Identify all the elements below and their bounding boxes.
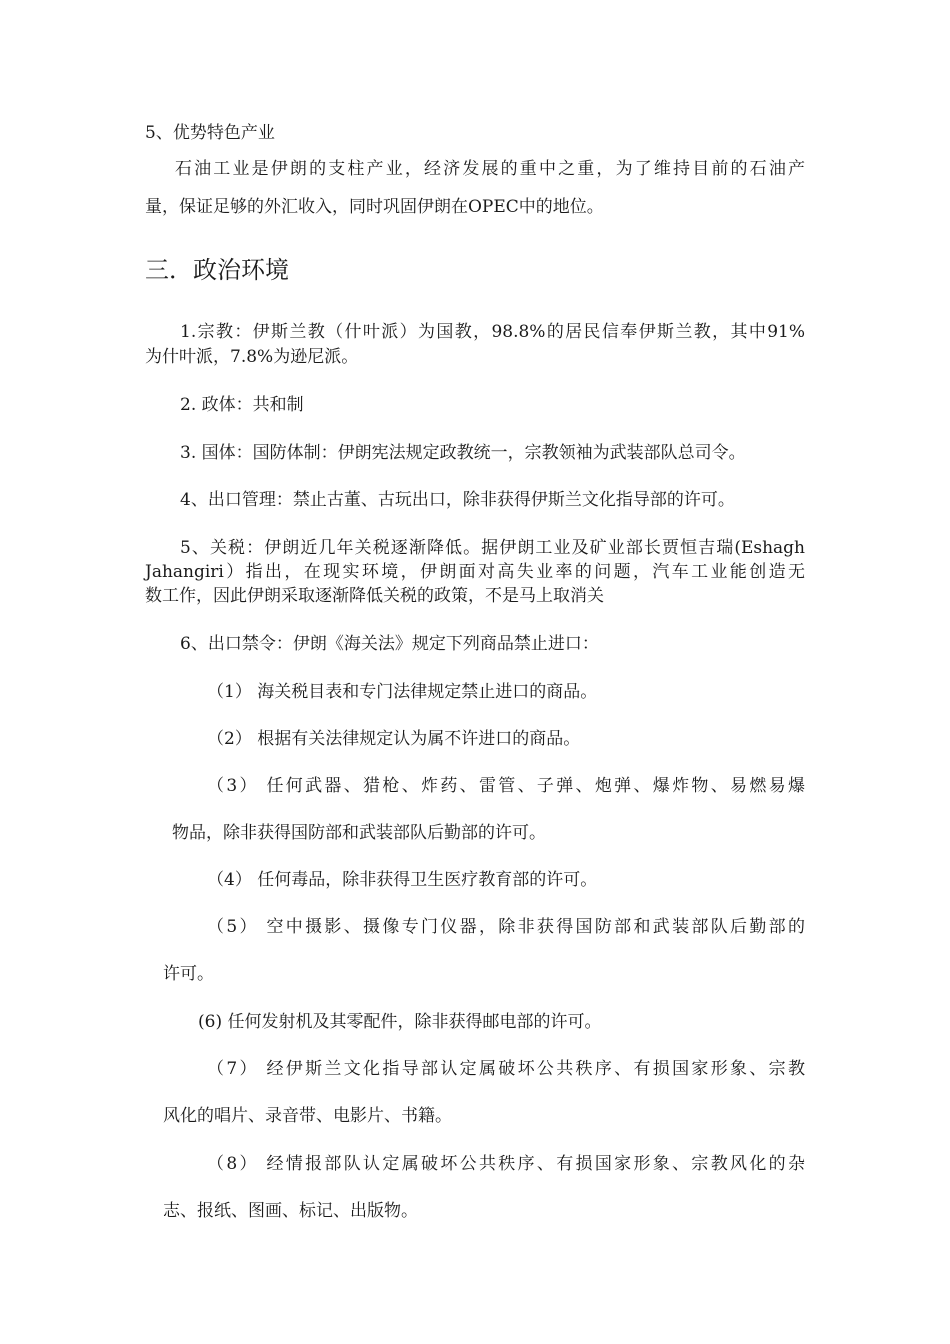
religion-line-2: 为什叶派，7.8%为逊尼派。	[145, 347, 359, 367]
section-5-body-line-2: 量，保证足够的外汇收入，同时巩固伊朗在OPEC中的地位。	[145, 197, 604, 217]
tariff-line-3: 数工作，因此伊朗采取逐渐降低关税的政策，不是马上取消关	[145, 586, 604, 606]
ban-item-6: (6) 任何发射机及其零配件，除非获得邮电部的许可。	[198, 1012, 602, 1032]
ban-item-2: （2） 根据有关法律规定认为属不许进口的商品。	[207, 729, 581, 749]
section-5-title: 5、优势特色产业	[145, 123, 275, 143]
ban-item-5-line-1: （5） 空中摄影、摄像专门仪器，除非获得国防部和武装部队后勤部的	[207, 917, 805, 937]
religion-line-1: 1.宗教：伊斯兰教（什叶派）为国教，98.8%的居民信奉伊斯兰教，其中91%	[180, 322, 805, 342]
ban-item-8-line-1: （8） 经情报部队认定属破坏公共秩序、有损国家形象、宗教风化的杂	[207, 1154, 805, 1174]
chapter-3-heading: 三．政治环境	[145, 256, 289, 284]
ban-item-3-line-2: 物品，除非获得国防部和武装部队后勤部的许可。	[172, 823, 546, 843]
ban-item-4: （4） 任何毒品，除非获得卫生医疗教育部的许可。	[207, 870, 598, 890]
tariff-line-1: 5、关税：伊朗近几年关税逐渐降低。据伊朗工业及矿业部长贾恒吉瑞(Eshagh	[180, 538, 805, 558]
ban-item-8-line-2: 志、报纸、图画、标记、出版物。	[163, 1201, 418, 1221]
section-5-body-line-1: 石油工业是伊朗的支柱产业，经济发展的重中之重，为了维持目前的石油产	[175, 159, 805, 179]
state-system-line: 3. 国体：国防体制：伊朗宪法规定政教统一，宗教领袖为武装部队总司令。	[180, 443, 746, 463]
tariff-line-2: Jahangiri）指出，在现实环境，伊朗面对高失业率的问题，汽车工业能创造无	[145, 562, 805, 582]
ban-item-7-line-2: 风化的唱片、录音带、电影片、书籍。	[163, 1106, 452, 1126]
polity-line: 2. 政体：共和制	[180, 395, 304, 415]
ban-item-3-line-1: （3） 任何武器、猎枪、炸药、雷管、子弹、炮弹、爆炸物、易燃易爆	[207, 776, 805, 796]
export-management-line: 4、出口管理：禁止古董、古玩出口，除非获得伊斯兰文化指导部的许可。	[180, 490, 735, 510]
ban-item-7-line-1: （7） 经伊斯兰文化指导部认定属破坏公共秩序、有损国家形象、宗教	[207, 1059, 805, 1079]
ban-item-5-line-2: 许可。	[163, 964, 214, 984]
import-ban-intro: 6、出口禁令：伊朗《海关法》规定下列商品禁止进口：	[180, 634, 599, 654]
ban-item-1: （1） 海关税目表和专门法律规定禁止进口的商品。	[207, 682, 598, 702]
